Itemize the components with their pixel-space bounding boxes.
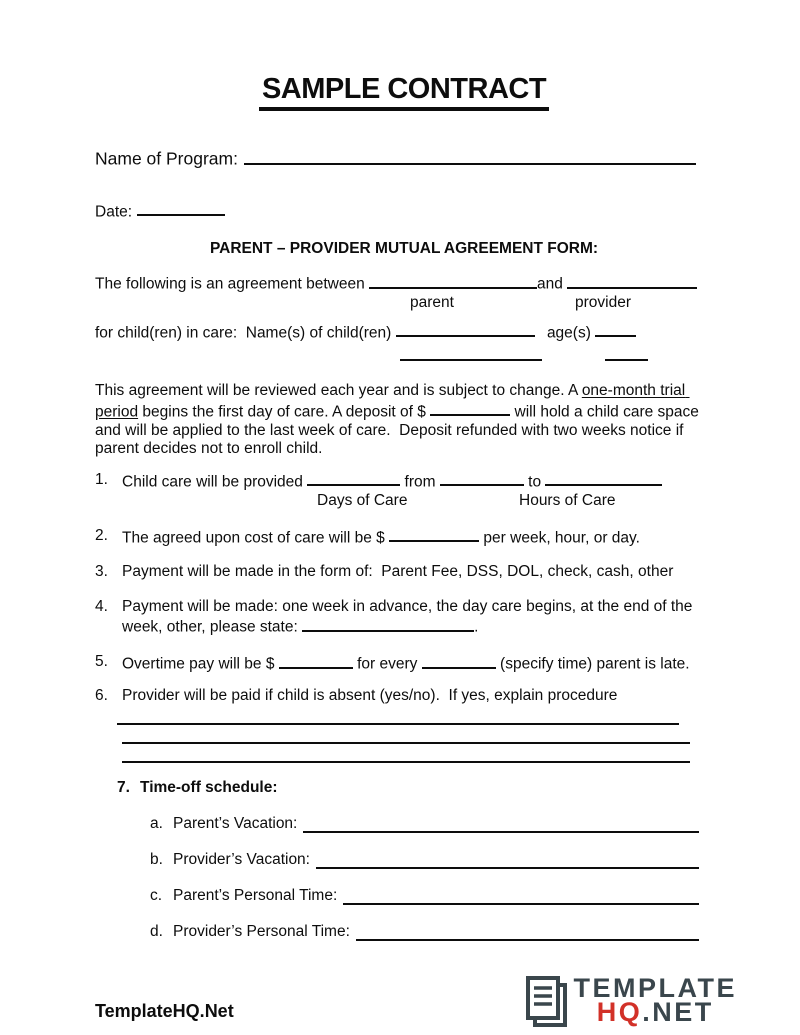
item-1-body	[122, 471, 713, 492]
item-3-text: Payment will be made in the form of: Parent Fee, DSS, DOL, check, cash, other	[122, 563, 674, 581]
date-blank	[137, 201, 225, 217]
item-6	[95, 687, 713, 763]
item-2-number: 2.	[95, 526, 108, 544]
subitem-a-letter: a.	[150, 814, 163, 832]
item-1-to: to	[528, 473, 542, 491]
parent-caption: parent	[410, 293, 454, 311]
subitem-a	[150, 814, 699, 833]
item-3	[95, 563, 713, 582]
item-5-body	[122, 653, 713, 674]
logo-net-text: .NET	[642, 997, 714, 1027]
subitem-a-label: Parent’s Vacation:	[173, 814, 298, 832]
hours-of-care-caption: Hours of Care	[519, 491, 616, 509]
item-5-number: 5.	[95, 653, 108, 671]
logo-text	[573, 973, 738, 1027]
date-row	[95, 201, 713, 222]
item-4-body	[122, 598, 713, 638]
item-5	[95, 653, 713, 674]
item-1-number: 1.	[95, 470, 108, 488]
item-5-text-3: (specify time) parent is late.	[500, 655, 690, 673]
subitem-b-label: Provider’s Vacation:	[173, 850, 310, 868]
item-6-text: Provider will be paid if child is absent (yes/no). If yes, explain procedure	[122, 687, 618, 705]
logo-hqnet-text	[596, 997, 714, 1027]
logo-hq-text: HQ	[596, 997, 643, 1027]
child-names-blank	[396, 322, 535, 338]
provider-caption: provider	[575, 293, 631, 311]
item-5-text-2: for every	[357, 655, 418, 673]
absence-procedure-line-2	[122, 725, 690, 744]
absence-procedure-line-3	[122, 744, 690, 763]
review-text-2: begins the first day of care. A deposit of $	[142, 403, 426, 421]
program-name-blank	[244, 147, 696, 165]
item-3-body	[122, 563, 713, 582]
provider-name-blank	[567, 273, 697, 289]
subitem-c	[150, 886, 699, 905]
item-4-text: Payment will be made: one week in advance, the day care begins, at the end of the week, other, please state:	[122, 597, 697, 636]
parents-personal-time-blank	[343, 891, 699, 905]
time-off-schedule-title: Time-off schedule:	[140, 779, 278, 797]
deposit-amount-blank	[430, 401, 510, 417]
item-1-line	[95, 471, 713, 492]
overtime-amount-blank	[279, 653, 353, 669]
subitem-b	[150, 850, 699, 869]
intro-text: The following is an agreement between	[95, 275, 365, 293]
footer	[95, 970, 737, 1030]
item-7-number: 7.	[117, 779, 130, 797]
parents-vacation-blank	[303, 819, 699, 833]
form-heading: PARENT – PROVIDER MUTUAL AGREEMENT FORM:	[209, 240, 599, 257]
child-names-blank-2	[400, 359, 542, 361]
review-paragraph	[95, 382, 713, 459]
item-5-text: Overtime pay will be $	[122, 655, 275, 673]
title-section	[95, 73, 713, 111]
hours-from-blank	[440, 471, 524, 487]
item-1-from: from	[404, 473, 436, 491]
templatehq-logo	[524, 973, 738, 1030]
subitem-d-label: Provider’s Personal Time:	[173, 922, 350, 940]
item-2-text: The agreed upon cost of care will be $	[122, 529, 385, 547]
item-1-captions	[95, 492, 713, 510]
child-ages-blank	[595, 322, 636, 338]
item-3-number: 3.	[95, 563, 108, 581]
page-title: SAMPLE CONTRACT	[259, 73, 549, 111]
item-1	[95, 471, 713, 510]
ages-label: age(s)	[546, 324, 591, 341]
review-text-1: This agreement will be reviewed each year and is subject to change. A	[95, 382, 578, 399]
children-label: for child(ren) in care: Name(s) of child(ren)	[95, 324, 392, 341]
providers-personal-time-blank	[356, 927, 699, 941]
subitem-c-label: Parent’s Personal Time:	[173, 886, 338, 904]
item-6-body	[122, 687, 713, 763]
subitem-d	[150, 922, 699, 941]
subitem-d-letter: d.	[150, 922, 163, 940]
item-4-number: 4.	[95, 597, 108, 615]
program-row	[95, 147, 713, 170]
days-of-care-caption: Days of Care	[317, 491, 408, 509]
item-1-text: Child care will be provided	[122, 473, 303, 491]
absence-procedure-line-1	[117, 706, 679, 725]
overtime-interval-blank	[422, 653, 496, 669]
hours-to-blank	[545, 471, 662, 487]
subitem-c-letter: c.	[150, 886, 163, 904]
children-extra-blanks	[95, 349, 713, 363]
agreement-intro-row	[95, 273, 713, 294]
site-name: TemplateHQ.Net	[95, 1001, 234, 1021]
item-2-body	[122, 527, 713, 548]
item-4-period: .	[474, 618, 479, 636]
children-row	[95, 322, 713, 343]
providers-vacation-blank	[316, 855, 699, 869]
intro-and: and	[537, 275, 563, 293]
item-7-title-body	[140, 779, 713, 798]
document-pages-icon	[524, 976, 570, 1030]
item-2	[95, 527, 713, 548]
care-cost-blank	[389, 527, 479, 543]
parent-name-blank	[369, 273, 537, 289]
date-label: Date:	[95, 203, 133, 220]
subitem-b-letter: b.	[150, 850, 163, 868]
child-ages-blank-2	[605, 359, 648, 361]
item-4	[95, 598, 713, 638]
program-label: Name of Program:	[95, 148, 238, 169]
intro-captions	[95, 294, 713, 312]
item-6-number: 6.	[95, 687, 108, 705]
item-2-text-2: per week, hour, or day.	[483, 529, 640, 547]
logo-template-text: TEMPLATE	[573, 973, 737, 1003]
review-text-3: will hold a child care space and will be applied to the last week of care. Deposit refunded with two weeks notice if parent decides not to enroll child.	[95, 403, 704, 458]
days-of-care-blank	[307, 471, 400, 487]
item-7	[117, 779, 713, 798]
trial-period-underlined: one-month trial period	[95, 382, 690, 421]
payment-other-blank	[302, 616, 474, 632]
